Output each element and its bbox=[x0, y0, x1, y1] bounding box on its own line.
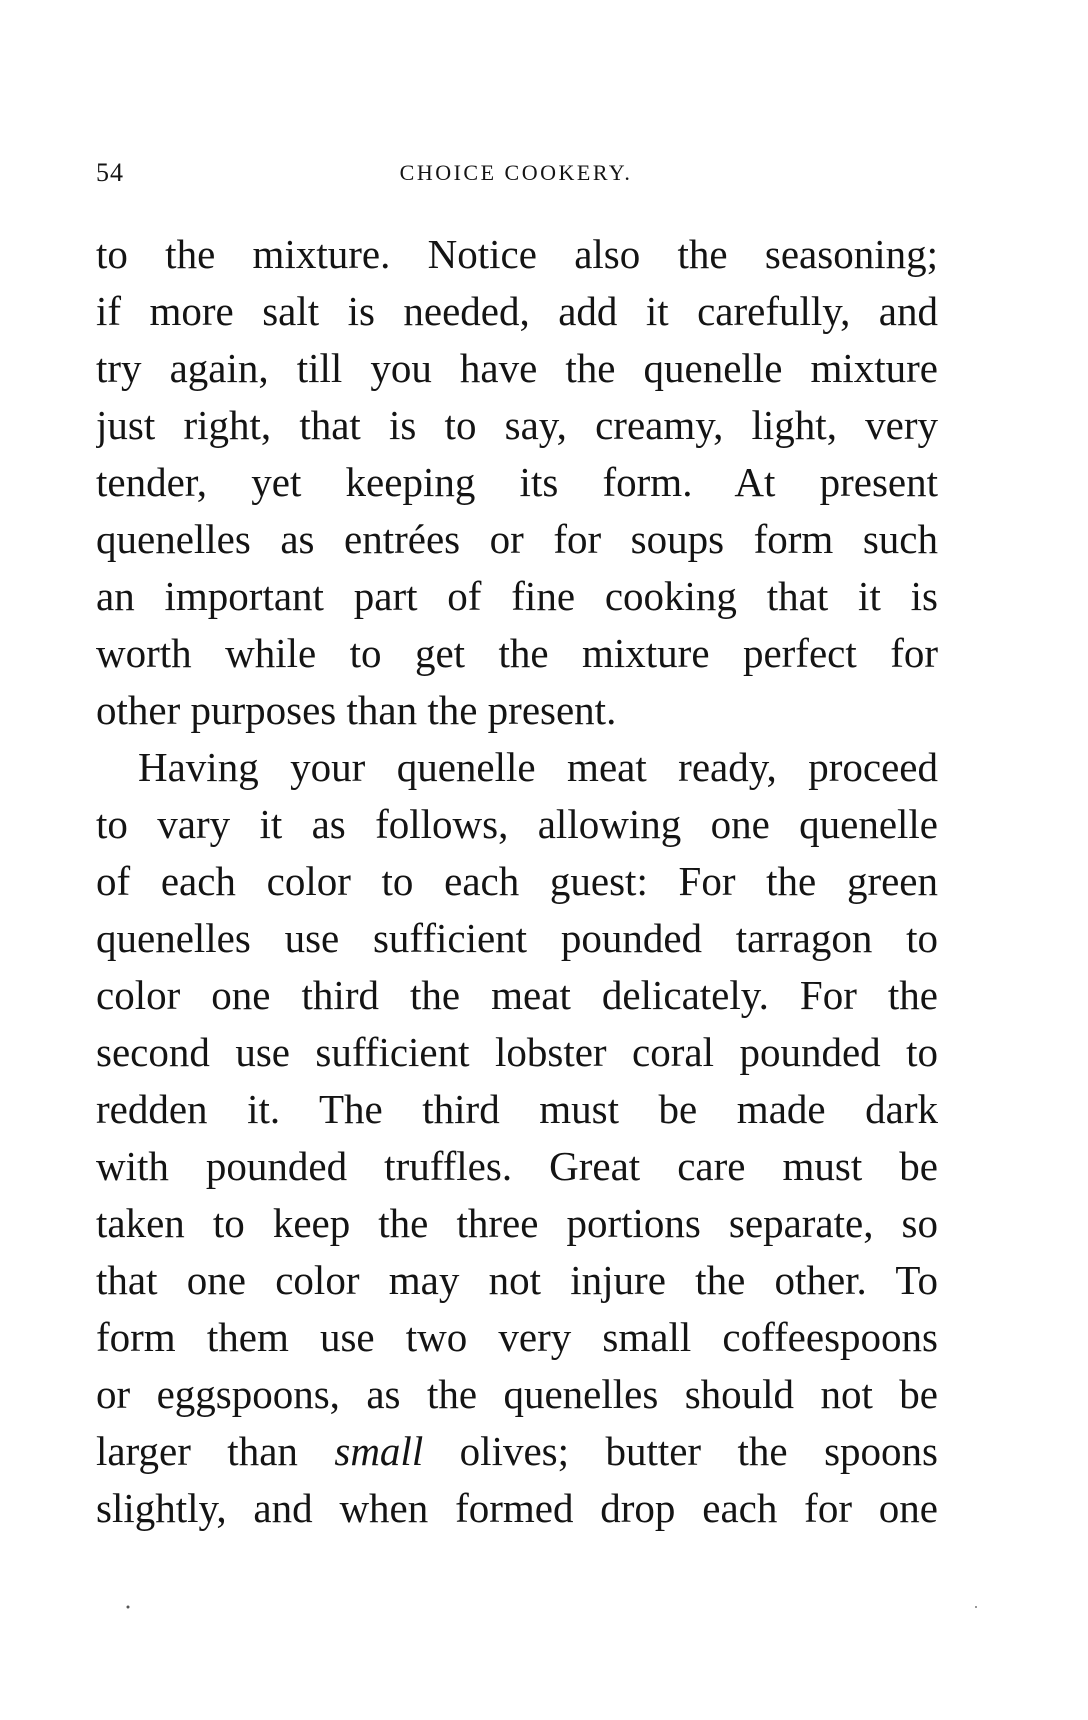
text-line: taken to keep the three portions separate, so bbox=[96, 1200, 938, 1246]
text-line: worth while to get the mixture perfect for bbox=[96, 630, 938, 676]
text-line: other purposes than the present. bbox=[96, 687, 617, 733]
text-line: redden it. The third must be made dark bbox=[96, 1086, 938, 1132]
text-line: slightly, and when formed drop each for one bbox=[96, 1485, 938, 1531]
text-line: just right, that is to say, creamy, light, very bbox=[96, 402, 938, 448]
text-line: quenelles use sufficient pounded tarragon to bbox=[96, 915, 938, 961]
text-line: color one third the meat delicately. For the bbox=[96, 972, 938, 1018]
text-line: second use sufficient lobster coral pounded to bbox=[96, 1029, 938, 1075]
text-fragment: larger than bbox=[96, 1428, 298, 1474]
text-line: tender, yet keeping its form. At present bbox=[96, 459, 938, 505]
text-line: try again, till you have the quenelle mixture bbox=[96, 345, 938, 391]
paper-speck bbox=[975, 1606, 977, 1608]
text-line: with pounded truffles. Great care must be bbox=[96, 1143, 938, 1189]
text-line: or eggspoons, as the quenelles should not be bbox=[96, 1371, 938, 1417]
text-line: that one color may not injure the other. To bbox=[96, 1257, 938, 1303]
paper-speck bbox=[127, 1606, 130, 1609]
text-line: of each color to each guest: For the green bbox=[96, 858, 938, 904]
running-title: CHOICE COOKERY. bbox=[399, 160, 633, 185]
text-line: quenelles as entrées or for soups form such bbox=[96, 516, 938, 562]
text-line: form them use two very small coffeespoons bbox=[96, 1314, 938, 1360]
text-fragment: olives; butter the spoons bbox=[459, 1428, 938, 1474]
page-number: 54 bbox=[96, 158, 124, 187]
text-line: an important part of fine cooking that it is bbox=[96, 573, 938, 619]
text-line: Having your quenelle meat ready, proceed bbox=[138, 744, 938, 790]
text-line: to vary it as follows, allowing one quenelle bbox=[96, 801, 938, 847]
text-line: to the mixture. Notice also the seasoning; bbox=[96, 231, 938, 277]
text-line: if more salt is needed, add it carefully, and bbox=[96, 288, 938, 334]
italic-word: small bbox=[334, 1428, 424, 1474]
